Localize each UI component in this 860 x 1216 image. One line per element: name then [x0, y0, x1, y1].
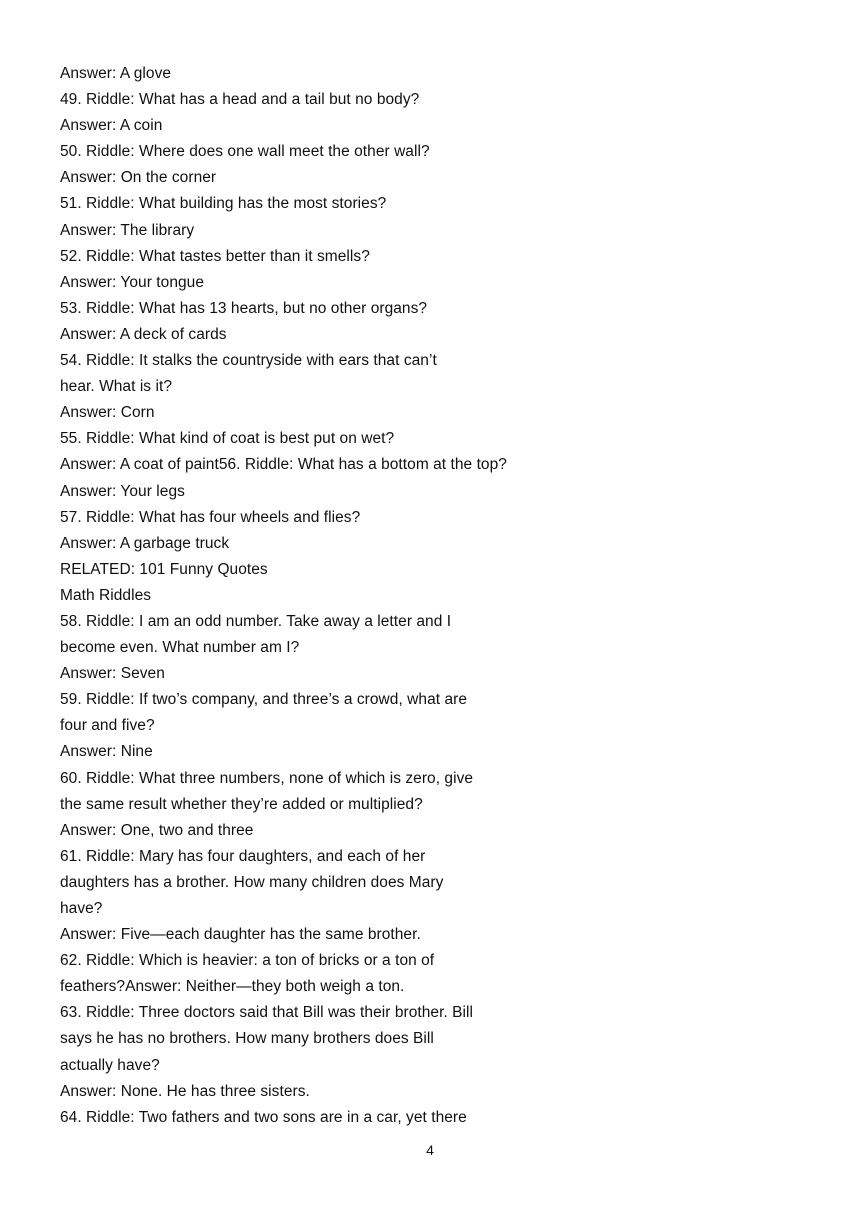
text-line: 49. Riddle: What has a head and a tail but no body?: [60, 91, 420, 109]
related-link-text: RELATED: 101 Funny Quotes: [60, 560, 268, 578]
text-line: says he has no brothers. How many brothers does Bill: [60, 1030, 434, 1048]
text-line: hear. What is it?: [60, 378, 172, 396]
text-line: Answer: A coat of paint56. Riddle: What has a bottom at the top?: [60, 456, 507, 474]
text-line: the same result whether they’re added or multiplied?: [60, 795, 423, 813]
text-line: 59. Riddle: If two’s company, and three’s a crowd, what are: [60, 691, 468, 709]
text-line: Answer: A glove: [60, 65, 172, 82]
section-heading: Math Riddles: [60, 586, 152, 604]
page-number: 4: [426, 1142, 434, 1158]
text-line: 62. Riddle: Which is heavier: a ton of bricks or a ton of: [60, 952, 435, 970]
text-line: become even. What number am I?: [60, 639, 300, 657]
text-line: 54. Riddle: It stalks the countryside with ears that can’t: [60, 352, 437, 370]
text-line: Answer: Five—each daughter has the same brother.: [60, 926, 421, 944]
text-line: actually have?: [60, 1056, 160, 1074]
riddle-text-body: [60, 61, 820, 1131]
text-line: 52. Riddle: What tastes better than it smells?: [60, 247, 370, 265]
text-line: 55. Riddle: What kind of coat is best put on wet?: [60, 430, 395, 448]
text-line: 58. Riddle: I am an odd number. Take away a letter and I: [60, 612, 452, 630]
text-line: Answer: One, two and three: [60, 821, 254, 839]
text-line: Answer: A garbage truck: [60, 534, 230, 552]
text-line: Answer: None. He has three sisters.: [60, 1082, 310, 1100]
text-line: Answer: Your tongue: [60, 273, 204, 291]
text-line: daughters has a brother. How many children does Mary: [60, 873, 444, 891]
text-line: have?: [60, 900, 103, 917]
text-line: 64. Riddle: Two fathers and two sons are in a car, yet there: [60, 1108, 467, 1126]
text-line: 63. Riddle: Three doctors said that Bill was their brother. Bill: [60, 1004, 474, 1022]
text-line: feathers?Answer: Neither—they both weigh a ton.: [60, 978, 405, 996]
text-line: 50. Riddle: Where does one wall meet the other wall?: [60, 143, 430, 161]
text-line: Answer: A coin: [60, 117, 163, 135]
text-line: 53. Riddle: What has 13 hearts, but no other organs?: [60, 299, 428, 317]
text-line: 57. Riddle: What has four wheels and flies?: [60, 508, 361, 526]
text-line: Answer: Nine: [60, 743, 153, 761]
text-line: Answer: A deck of cards: [60, 325, 227, 343]
text-line: Answer: On the corner: [60, 169, 217, 187]
text-line: Answer: Seven: [60, 665, 165, 683]
text-line: 51. Riddle: What building has the most stories?: [60, 195, 387, 213]
text-line: 61. Riddle: Mary has four daughters, and each of her: [60, 847, 426, 865]
text-line: Answer: The library: [60, 221, 195, 239]
text-line: Answer: Corn: [60, 404, 155, 422]
text-line: Answer: Your legs: [60, 482, 185, 500]
text-line: four and five?: [60, 717, 155, 735]
text-line: 60. Riddle: What three numbers, none of which is zero, give: [60, 769, 474, 787]
